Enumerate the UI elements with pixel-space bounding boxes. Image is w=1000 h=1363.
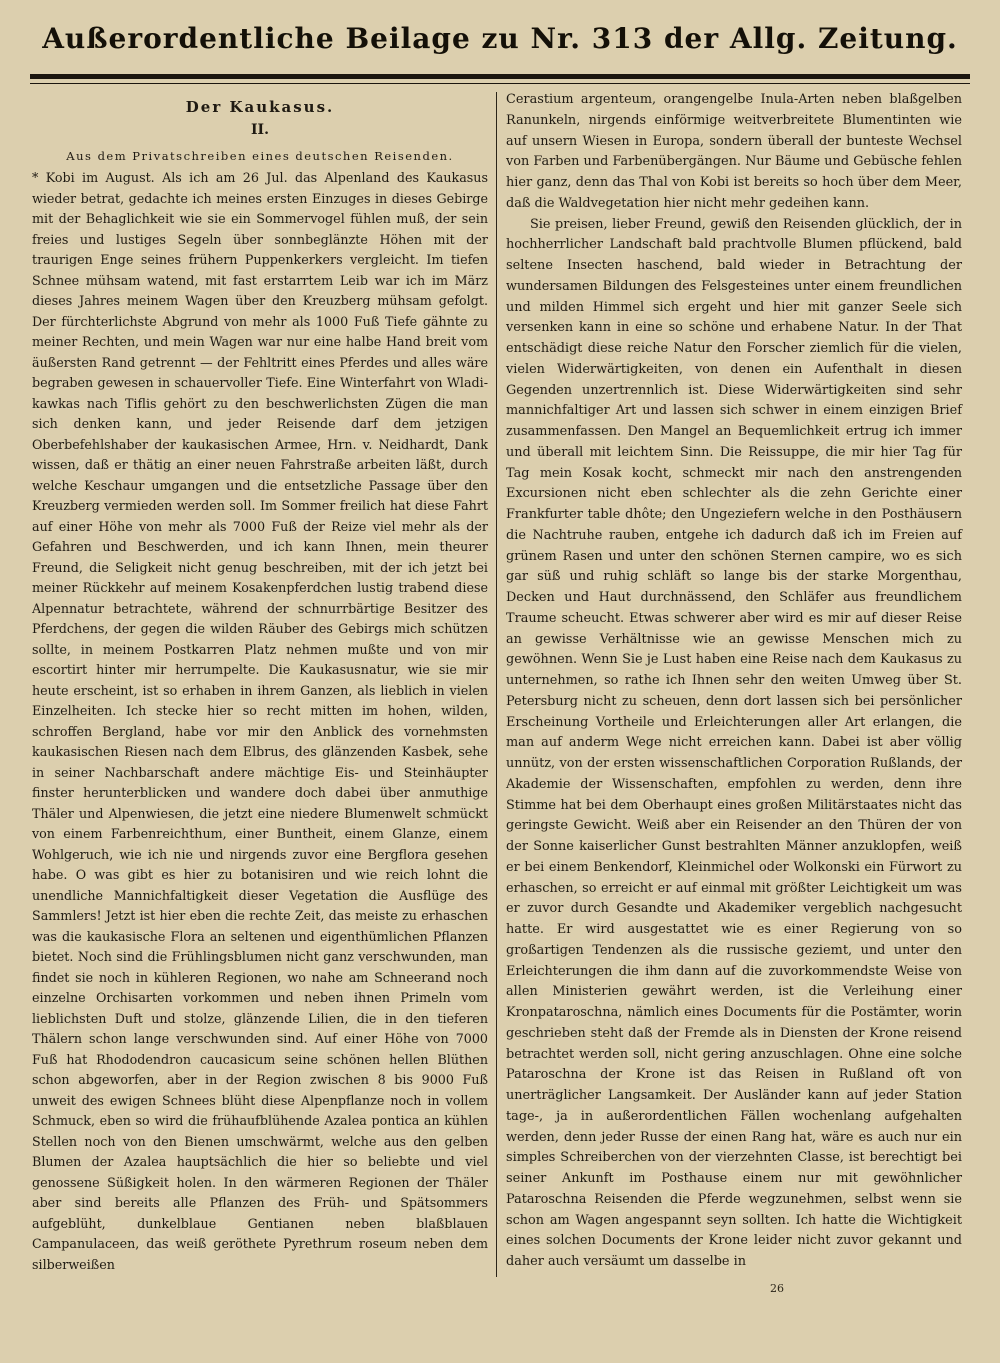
right-column-paragraph: Cerastium argenteum, orangengelbe Inula-Arten neben blaßgelben Ranunkeln, nirgends einförmige weitverbreitete Blumentinten wie auf unsern Wiesen in Europa, sondern überall der bunteste Wechsel von Farben und Farbenübergängen. Nur Bäume und Gebüsche fehlen hier ganz, denn das Thal von Kobi ist bereits so hoch über dem Meer, daß die Waldvegetation hier nicht mehr gedeihen kann. xyxy=(506,92,962,211)
right-column xyxy=(506,90,962,1273)
masthead-thick-rule xyxy=(30,74,970,79)
article-title: Der Kaukasus. xyxy=(185,98,335,116)
masthead-thin-rule xyxy=(30,83,970,84)
right-column-paragraph: Sie preisen, lieber Freund, gewiß den Reisenden glücklich, der in hochherrlicher Landschaft bald prachtvolle Blumen pflückend, bald seltene Insecten haschend, bald wieder in Betrachtung der wundersamen Bildungen des Felsgesteines unter einem freundlichen und milden Himmel sich ergeht und hier mit ganzer Seele sich versenken kann in eine so schöne und erhabene Natur. In der That entschädigt diese reiche Natur den Forscher ziemlich für die vielen, vielen Widerwärtigkeiten, von denen ein Aufenthalt in diesen Gegenden unzertrennlich ist. Diese Widerwärtigkeiten sind sehr mannichfaltiger Art und lassen sich schwer in einem einzigen Brief zusammenfassen. Den Mangel an Bequemlichkeit ertrug ich immer und überall mit leichtem Sinn. Die Reissuppe, die mir hier Tag für Tag mein Kosak kocht, schmeckt mir nach den anstrengenden Excursionen nicht eben schlechter als die zehn Gerichte einer Frankfurter table dhôte; den Ungeziefern welche in den Posthäusern die Nachtruhe rauben, entgehe ich dadurch daß ich im Freien auf grünem Rasen und unter den schönen Sternen campire, wo es sich gar süß und ruhig schläft so lange bis der starke Morgenthau, Decken und Haut durchnässend, den Schläfer aus freundlichem Traume scheucht. Etwas schwerer aber wird es mir auf dieser Reise an gewisse Verhältnisse wie an gewisse Menschen mich zu gewöhnen. Wenn Sie je Lust haben eine Reise nach dem Kaukasus zu unternehmen, so rathe ich Ihnen sehr den weiten Umweg über St. Petersburg nicht zu scheuen, denn dort lassen sich bei persönlicher Erscheinung Vortheile und Erleichterungen aller Art erlangen, die man auf anderm Wege nicht erreichen kann. Dabei ist aber völlig unnütz, von der ersten wissenschaftlichen Corporation Rußlands, der Akademie der Wissenschaften, empfohlen zu werden, denn ihre Stimme hat bei dem Oberhaupt eines großen Militärstaates nicht das geringste Gewicht. Weiß aber ein Reisender an den Thüren der von der Sonne kaiserlicher Gunst bestrahlten Männer anzuklopfen, weiß er bei einem Benkendorf, Kleinmichel oder Wolkonski ein Fürwort zu erhaschen, so erreicht er auf einmal mit größter Leichtigkeit um was er zuvor durch Gesandte und Akademiker vergeblich nachgesucht hatte. Er wird ausgestattet wie es einer Regierung von so großartigen Tendenzen als die russische geziemt, und unter den Erleichterungen die ihm dann auf die zuvorkommendste Weise von allen Ministerien gewährt werden, ist die Verleihung einer Kronpataroschna, nämlich eines Documents für die Postämter, worin geschrieben steht daß der Fremde als in Diensten der Krone reisend betrachtet werden soll, nicht gering anzuschlagen. Ohne eine solche Pataroschna der Krone ist das Reisen in Rußland oft von unerträglicher Langsamkeit. Der Ausländer kann auf jeder Station tage-, ja in außerordentlichen Fällen wochenlang aufgehalten werden, denn jeder Russe der einen Rang hat, wäre es auch nur ein simples Schreiberchen von der vierzehnten Classe, ist berechtigt bei seiner Ankunft im Posthause einem nur mit gewöhnlicher Pataroschna Reisenden die Pferde wegzunehmen, selbst wenn sie schon am Wagen angespannt seyn sollten. Ich hatte die Wichtigkeit eines solchen Documents der Krone leider nicht zuvor gekannt und daher auch versäumt um dasselbe in xyxy=(506,216,962,1269)
article-part-number: II. xyxy=(251,122,269,138)
column-divider xyxy=(496,92,497,1277)
left-column-paragraph: * Kobi im August. Als ich am 26 Jul. das Alpenland des Kaukasus wieder betrat, gedachte ich meines ersten Einzuges in dieses Gebirge mit der Behaglichkeit wie sie ein Sommervogel fühlen muß, der sein freies und lustiges Segeln über sonnbeglänzte Höhen mit der traurigen Enge seines frühern Puppenkerkers vergleicht. Im tiefen Schnee mühsam watend, mit fast erstarrtem Leib war ich im März dieses Jahres meinem Wagen über den Kreuzberg mühsam gefolgt. Der fürchterlichste Abgrund von mehr als 1000 Fuß Tiefe gähnte zu meiner Rechten, und mein Wagen war nur eine halbe Hand breit vom äußersten Rand getrennt — der Fehltritt eines Pferdes und alles wäre begraben gewesen in schauervoller Tiefe. Eine Winterfahrt von Wladi-kawkas nach Tiflis gehört zu den beschwerlichsten Zügen die man sich denken kann, und jeder Reisende darf dem jetzigen Oberbefehlshaber der kaukasischen Armee, Hrn. v. Neidhardt, Dank wissen, daß er thätig an einer neuen Fahrstraße arbeiten läßt, durch welche Keschaur umgangen und die entsetzliche Passage über den Kreuzberg vermieden werden soll. Im Sommer freilich hat diese Fahrt auf einer Höhe von mehr als 7000 Fuß der Reize viel mehr als der Gefahren und Beschwerden, und ich kann Ihnen, mein theurer Freund, die Seligkeit nicht genug beschreiben, mit der ich jetzt bei meiner Rückkehr auf meinem Kosakenpferdchen lustig trabend diese Alpennatur betrachtete, während der schnurrbärtige Besitzer des Pferdchens, der gegen die wilden Räuber des Gebirgs mich schützen sollte, in meinem Postkarren Platz nehmen mußte und von mir escortirt hinter mir herrumpelte. Die Kaukasusnatur, wie sie mir heute erscheint, ist so erhaben in ihrem Ganzen, als lieblich in vielen Einzelheiten. Ich stecke hier so recht mitten im hohen, wilden, schroffen Bergland, habe vor mir den Anblick des vornehmsten kaukasischen Riesen nach dem Elbrus, des glänzenden Kasbek, sehe in seiner Nachbarschaft andere mächtige Eis- und Steinhäupter finster herunterblicken und wandere doch dabei über anmuthige Thäler und Alpenwiesen, die jetzt eine niedere Blumenwelt schmückt von einem Farbenreichthum, einer Buntheit, einem Glanze, einem Wohlgeruch, wie ich nie und nirgends zuvor eine Bergflora gesehen habe. O was gibt es hier zu botanisiren und wie reich lohnt die unendliche Mannichfaltigkeit dieser Vegetation die Ausflüge des Sammlers! Jetzt ist hier eben die rechte Zeit, das meiste zu erhaschen was die kaukasische Flora an seltenen und eigenthümlichen Pflanzen bietet. Noch sind die Frühlingsblumen nicht ganz verschwunden, man findet sie noch in kühleren Regionen, wo nahe am Schneerand noch einzelne Orchisarten vorkommen und neben ihnen Primeln vom lieblichsten Duft und stolze, glänzende Lilien, die in den tieferen Thälern schon lange verschwunden sind. Auf einer Höhe von 7000 Fuß hat Rhododendron caucasicum seine schönen hellen Blüthen schon abgeworfen, aber in der Region zwischen 8 bis 9000 Fuß unweit des ewigen Schnees blüht diese Alpenpflanze noch in vollem Schmuck, eben so wird die frühaufblühende Azalea pontica an kühlen Stellen noch von den Bienen umschwärmt, welche aus den gelben Blumen der Azalea hauptsächlich die hier so beliebte und viel genossene Süßigkeit holen. In den wärmeren Regionen der Thäler aber sind bereits alle Pflanzen des Früh- und Spätsommers aufgeblüht, dunkelblaue Gentianen neben blaßblauen Campanulaceen, das weiß geröthete Pyrethrum roseum neben dem silberweißen xyxy=(32,170,488,1272)
masthead-title: Außerordentliche Beilage zu Nr. 313 der Allg. Zeitung. xyxy=(42,22,958,55)
left-column xyxy=(32,90,488,1275)
article-subtitle: Aus dem Privatschreiben eines deutschen Reisenden. xyxy=(66,149,454,163)
page-number: 26 xyxy=(770,1282,784,1295)
